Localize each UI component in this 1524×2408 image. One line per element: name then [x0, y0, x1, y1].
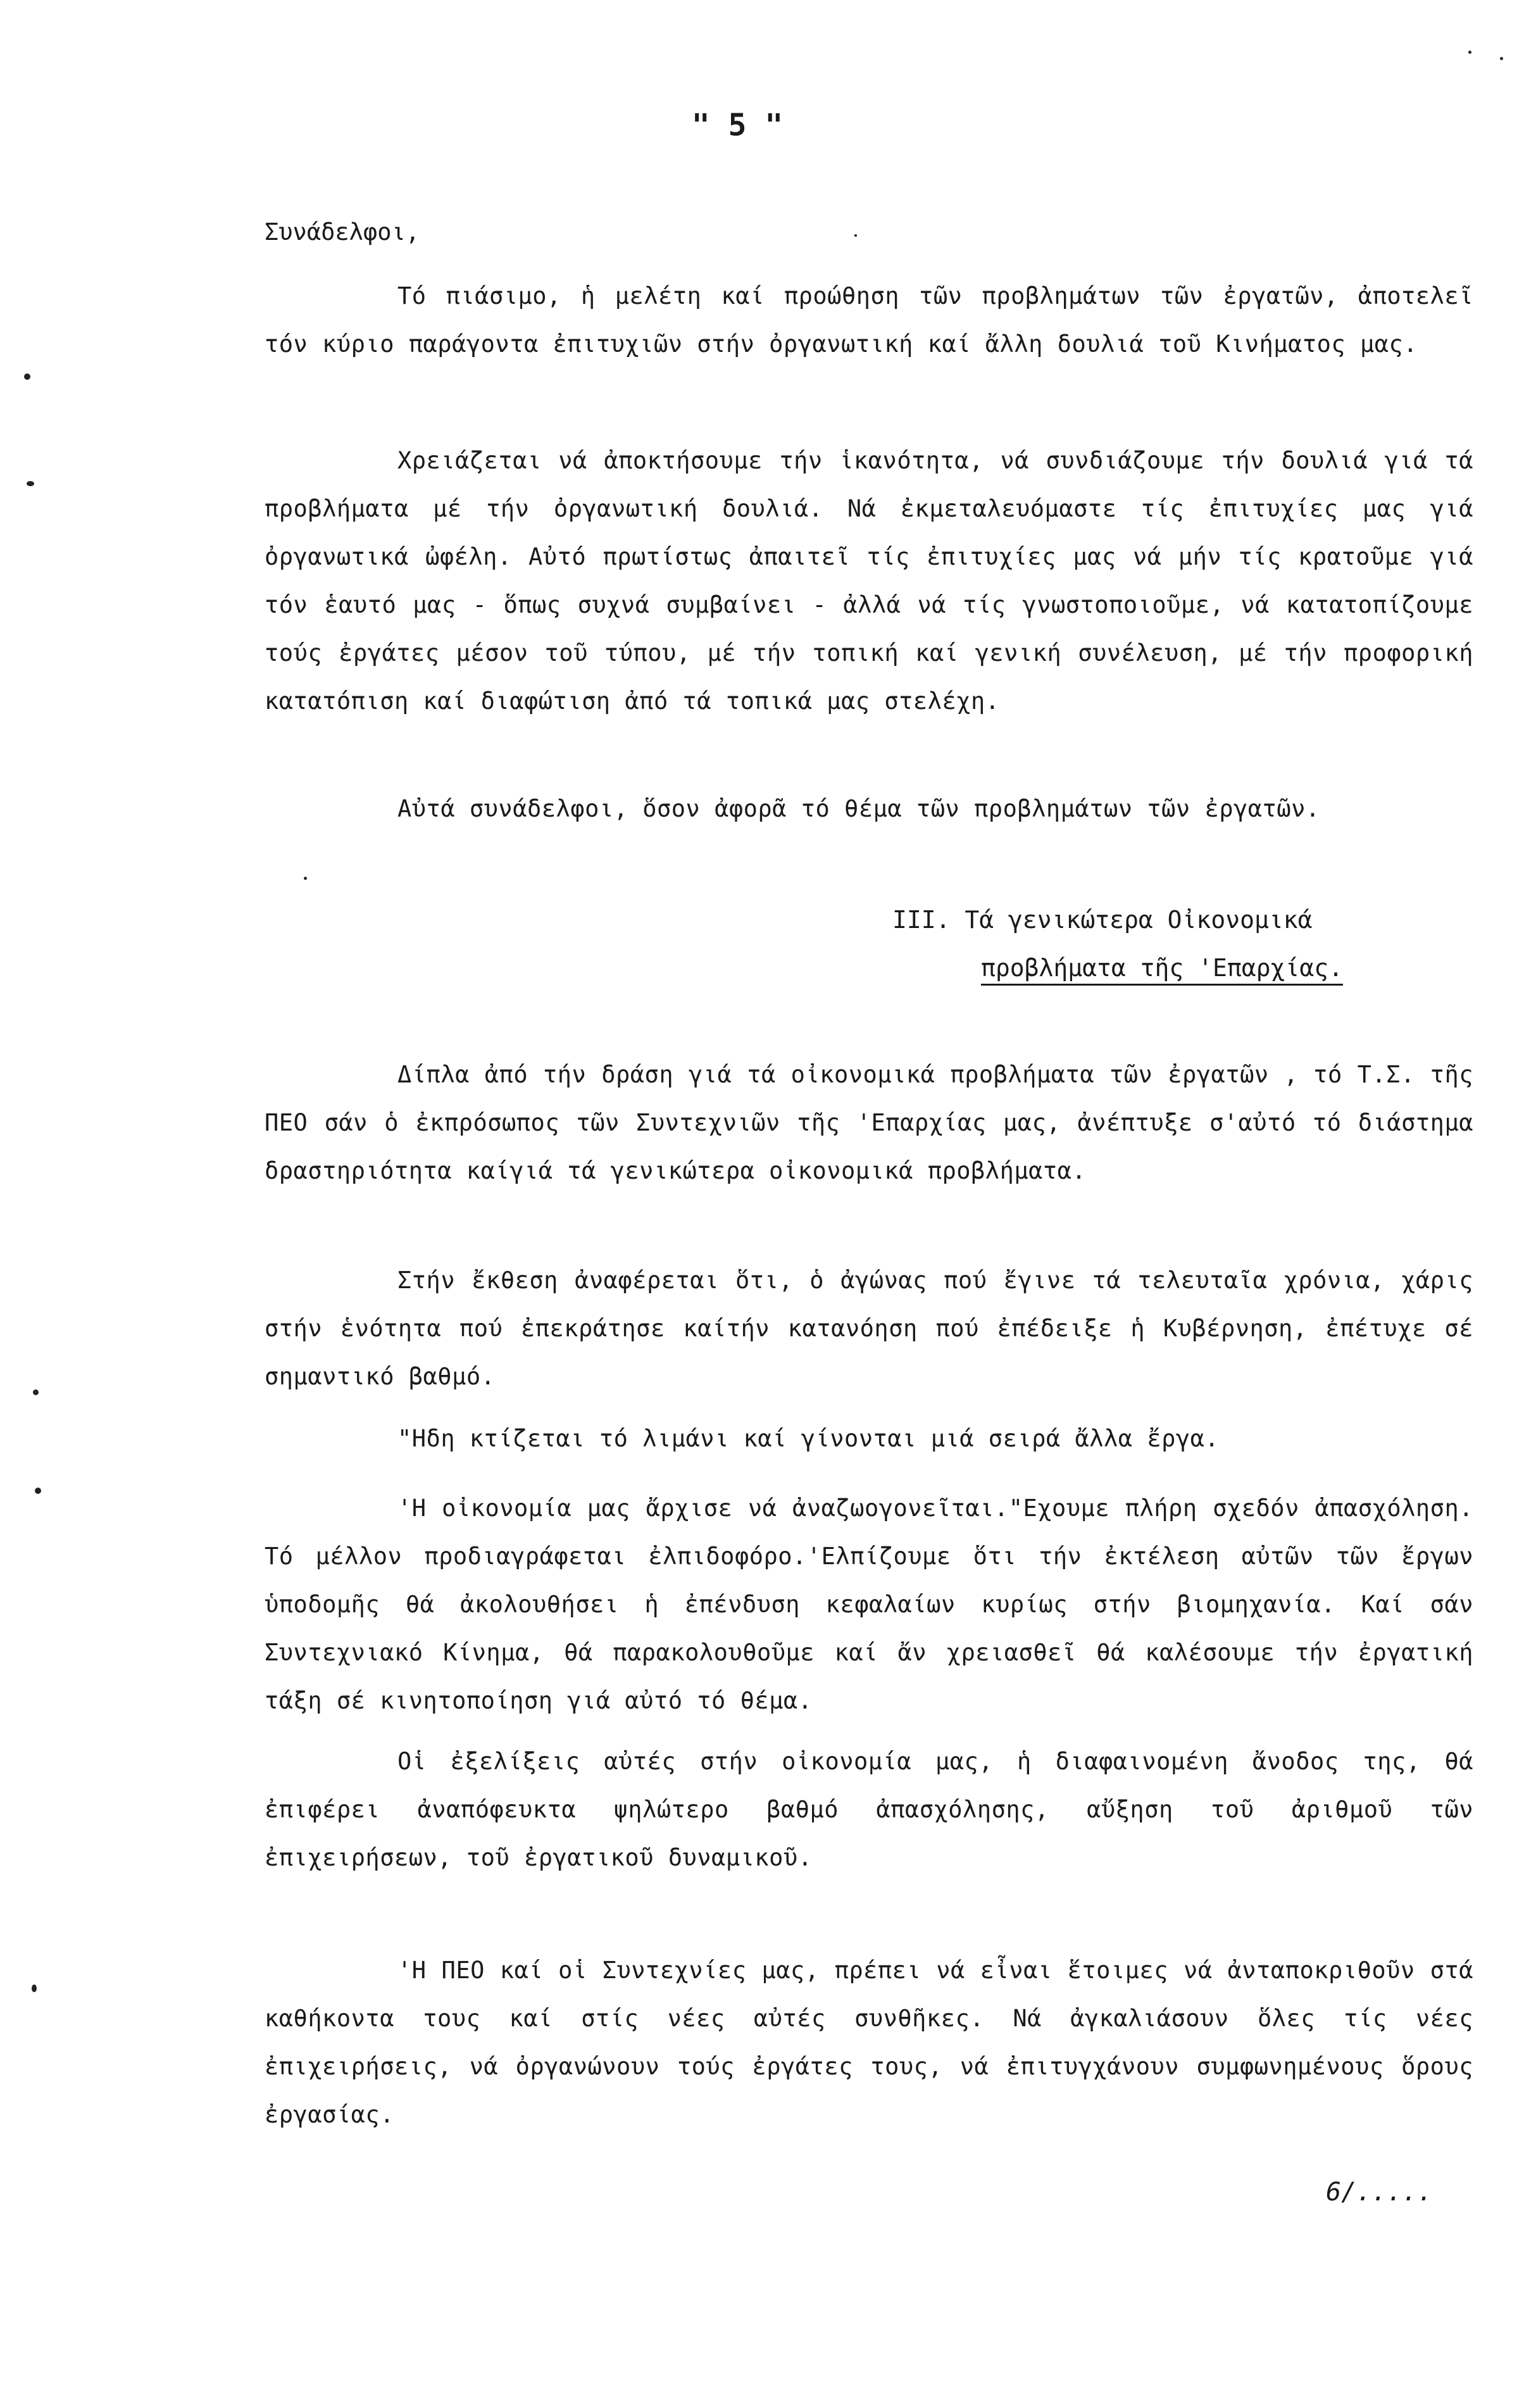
paragraph: [265, 785, 1473, 833]
paragraph-text: Δίπλα ἀπό τήν δράση γιά τά οἰκονομικά προβλήματα τῶν ἐργατῶν , τό Τ.Σ. τῆς ΠΕΟ σάν ὁ ἐκπρόσωπος τῶν Συντεχνιῶν τῆς 'Επαρχίας μας, ἀνέπτυξε σ'αὐτό τό διάστημα δραστηριότητα καίγιά τά γενικώτερα οἰκονομικά προβλήματα.: [265, 1061, 1473, 1184]
paragraph-text: Στήν ἔκθεση ἀναφέρεται ὅτι, ὁ ἀγώνας πού ἔγινε τά τελευταῖα χρόνια, χάρις στήν ἑνότητα πού ἐπεκράτησε καίτήν κατανόηση πού ἐπέδειξε ἡ Κυβέρνηση, ἐπέτυχε σέ σημαντικό βαθμό.: [265, 1267, 1473, 1390]
paragraph-text: Τό πιάσιμο, ἡ μελέτη καί προώθηση τῶν προβλημάτων τῶν ἐργατῶν, ἀποτελεῖ τόν κύριο παράγοντα ἐπιτυχιῶν στήν ὀργανωτική καί ἄλλη δουλιά τοῦ Κινήματος μας.: [265, 282, 1473, 358]
paragraph-text: Αὐτά συνάδελφοι, ὅσον ἀφορᾶ τό θέμα τῶν προβλημάτων τῶν ἐργατῶν.: [397, 795, 1320, 822]
salutation: Συνάδελφοι,: [265, 218, 420, 246]
paragraph: [265, 1051, 1473, 1195]
paragraph-text: 'Η ΠΕΟ καί οἱ Συντεχνίες μας, πρέπει νά εἶναι ἕτοιμες νά ἀνταποκριθοῦν στά καθήκοντα τους καί στίς νέες αὐτές συνθῆκες. Νά ἀγκαλιάσουν ὅλες τίς νέες ἐπιχειρήσεις, νά ὀργανώνουν τούς ἐργάτες τους, νά ἐπιτυγχάνουν συμφωνημένους ὅρους ἐργασίας.: [265, 1957, 1473, 2128]
scan-speck: [27, 481, 34, 486]
scan-speck: [304, 877, 307, 880]
scan-speck: [1500, 57, 1503, 60]
paragraph-text: 'Η οἰκονομία μας ἄρχισε νά ἀναζωογονεῖται."Εχουμε πλήρη σχεδόν ἀπασχόληση. Τό μέλλον προδιαγράφεται ἐλπιδοφόρο.'Ελπίζουμε ὅτι τήν ἐκτέλεση αὐτῶν τῶν ἔργων ὑποδομῆς θά ἀκολουθήσει ἡ ἐπένδυση κεφαλαίων κυρίως στήν βιομηχανία. Καί σάν Συντεχνιακό Κίνημα, θά παρακολουθοῦμε καί ἄν χρειασθεῖ θά καλέσουμε τήν ἐργατική τάξη σέ κινητοποίηση γιά αὐτό τό θέμα.: [265, 1495, 1473, 1714]
scan-speck: [24, 373, 30, 380]
paragraph: [265, 437, 1473, 725]
page-number: " 5 ": [691, 108, 784, 143]
paragraph-text: "Ηδη κτίζεται τό λιμάνι καί γίνονται μιά σειρά ἄλλα ἔργα.: [397, 1425, 1220, 1452]
section-heading-line2: προβλήματα τῆς 'Επαρχίας.: [981, 954, 1343, 982]
paragraph: [265, 1484, 1473, 1725]
scan-speck: [35, 1488, 41, 1494]
scan-speck: [32, 1985, 37, 1992]
paragraph-text: Χρειάζεται νά ἀποκτήσουμε τήν ἱκανότητα, νά συνδιάζουμε τήν δουλιά γιά τά προβλήματα μέ τήν ὀργανωτική δουλιά. Νά ἐκμεταλευόμαστε τίς ἐπιτυχίες μας γιά ὀργανωτικά ὠφέλη. Αὐτό πρωτίστως ἀπαιτεῖ τίς ἐπιτυχίες μας νά μήν τίς κρατοῦμε γιά τόν ἑαυτό μας - ὅπως συχνά συμβαίνει - ἀλλά νά τίς γνωστοποιοῦμε, νά κατατοπίζουμε τούς ἐργάτες μέσον τοῦ τύπου, μέ τήν τοπική καί γενική συνέλευση, μέ τήν προφορική κατατόπιση καί διαφώτιση ἀπό τά τοπικά μας στελέχη.: [265, 447, 1473, 715]
paragraph: [265, 1947, 1473, 2139]
section-heading: [892, 896, 1343, 992]
scan-speck: [33, 1389, 39, 1395]
paragraph-text: Οἱ ἐξελίξεις αὐτές στήν οἰκονομία μας, ἡ διαφαινομένη ἄνοδος της, θά ἐπιφέρει ἀναπόφευκτα ψηλώτερο βαθμό ἀπασχόλησης, αὔξηση τοῦ ἀριθμοῦ τῶν ἐπιχειρήσεων, τοῦ ἐργατικοῦ δυναμικοῦ.: [265, 1748, 1473, 1871]
scan-speck: [854, 234, 857, 237]
scan-speck: [1468, 51, 1471, 54]
section-heading-line1: ΙΙΙ. Τά γενικώτερα Οἰκονομικά: [892, 906, 1313, 934]
paragraph: [265, 1738, 1473, 1882]
paragraph: [265, 272, 1473, 368]
continuation-reference: 6/.....: [1326, 2178, 1433, 2207]
paragraph: [265, 1257, 1473, 1401]
paragraph: [265, 1415, 1473, 1463]
